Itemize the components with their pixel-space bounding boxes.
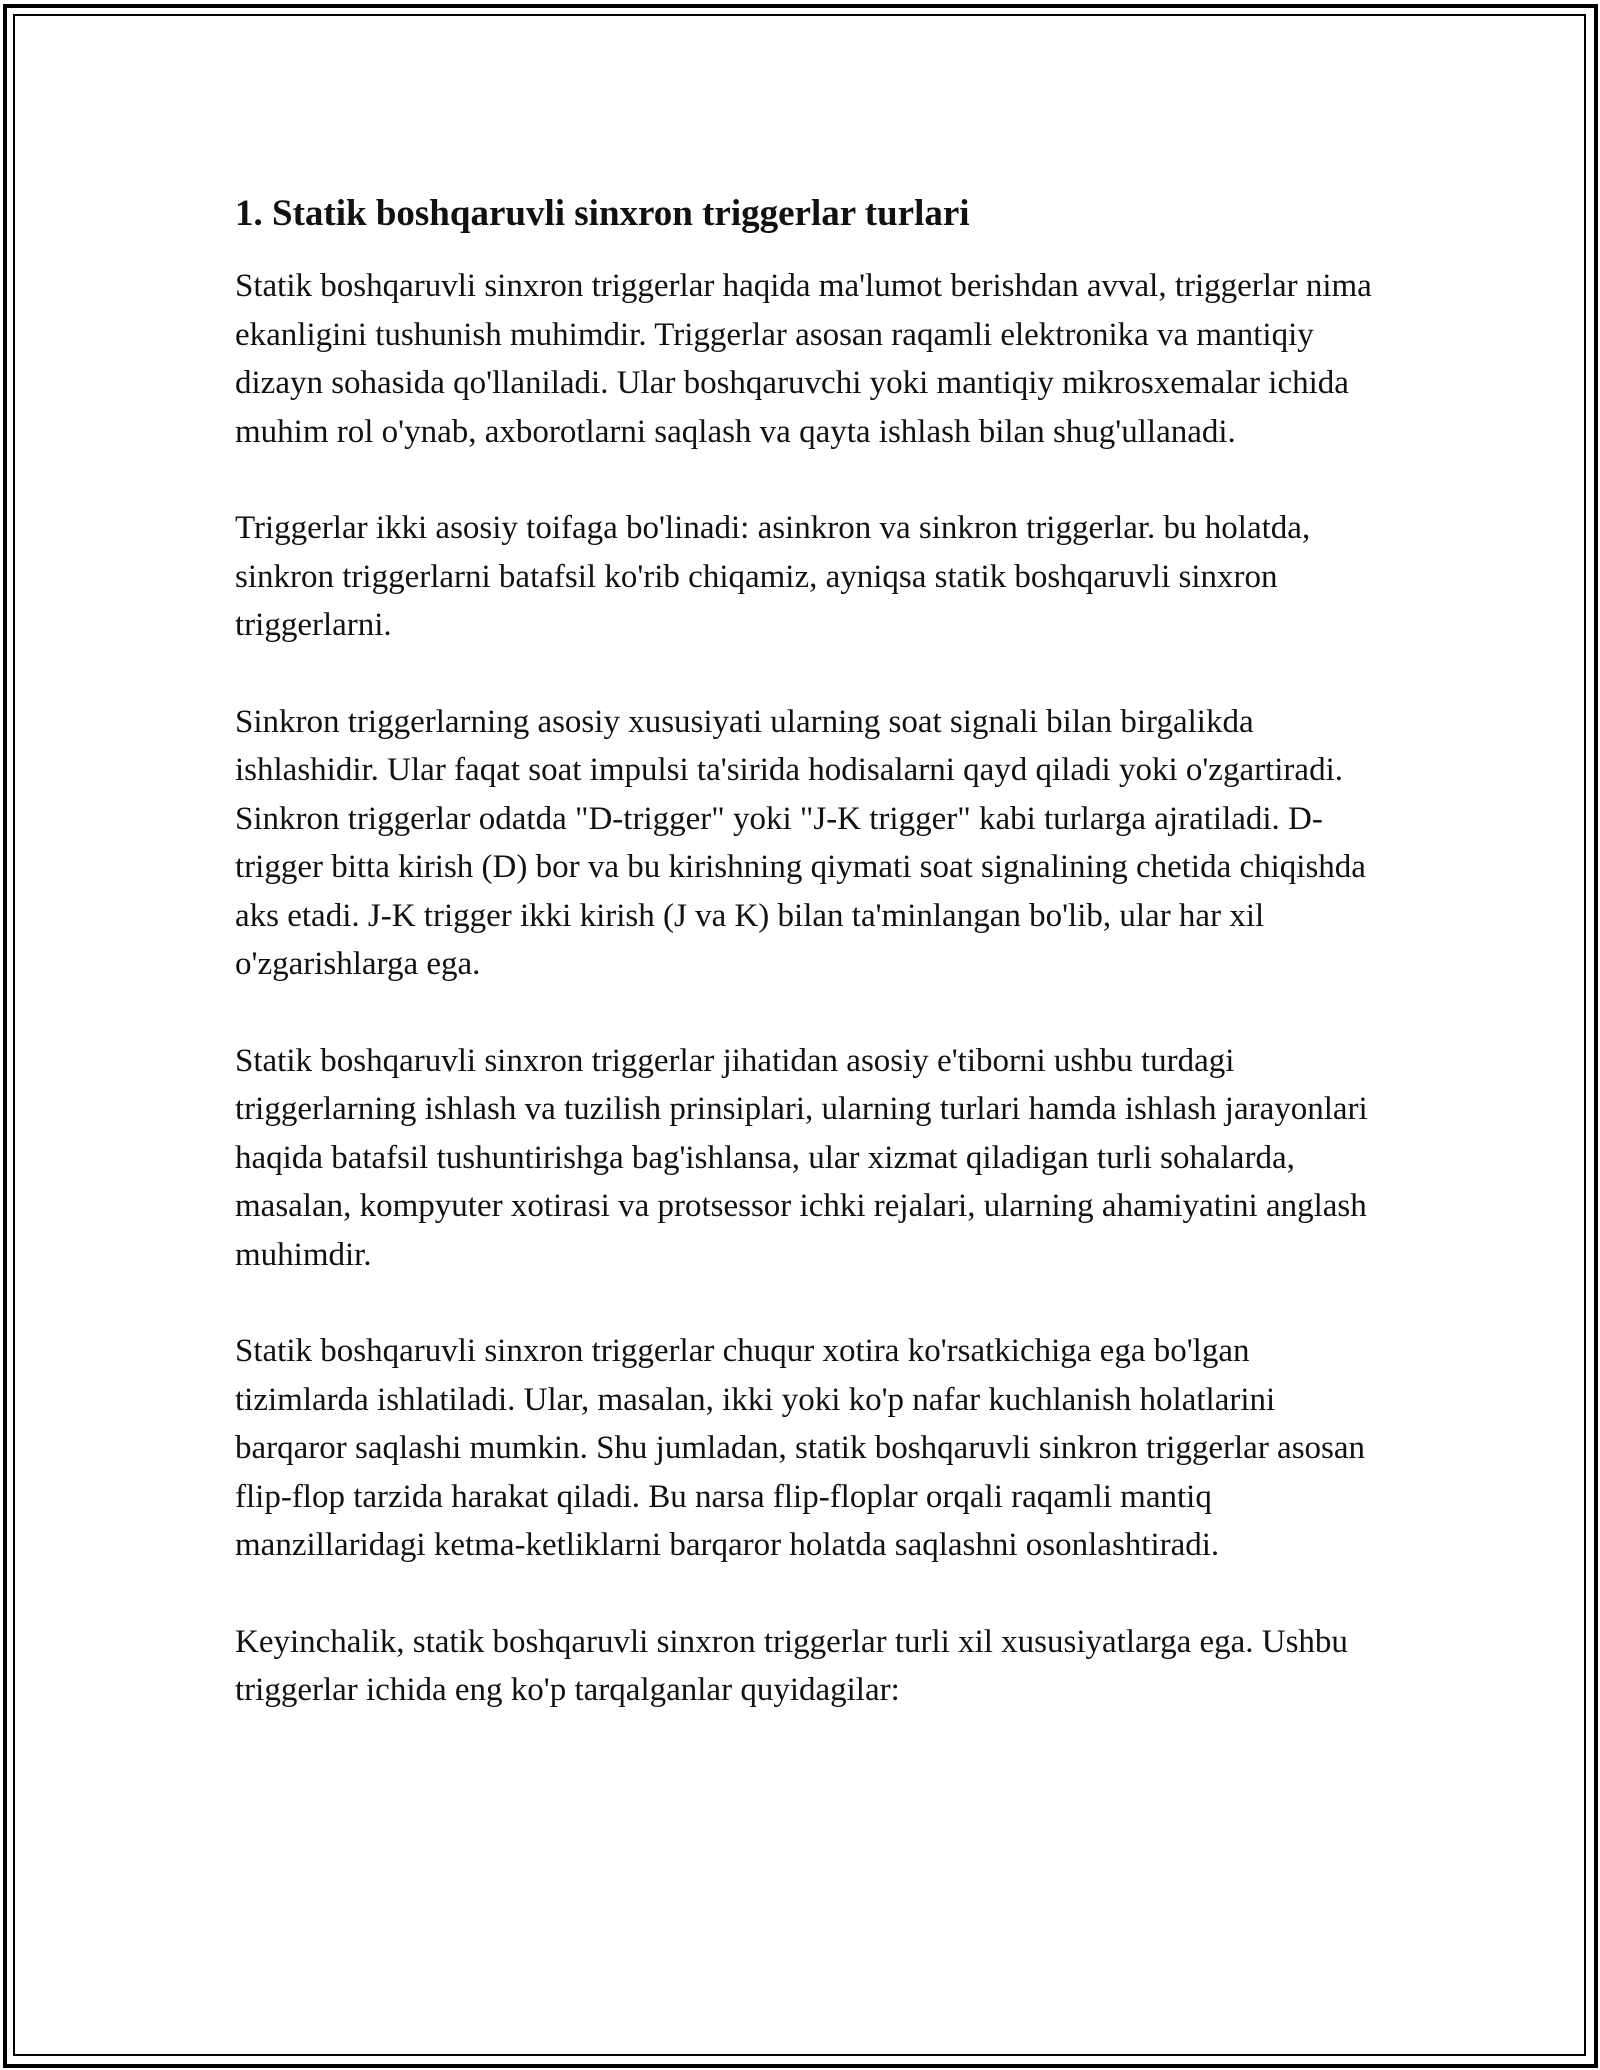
paragraph-sync-triggers: Sinkron triggerlarning asosiy xususiyati ularning soat signali bilan birgalikda ishlashidir. Ular faqat soat impulsi ta'sirida hodisalarni qayd qiladi yoki o'zgartiradi. Sinkron triggerlar odatda "D-trigger" yoki "J-K trigger" kabi turlarga ajratiladi. D-trigger bitta kirish (D) bor va bu kirishning qiymati soat signalining chetida chiqishda aks etadi. J-K trigger ikki kirish (J va K) bilan ta'minlangan bo'lib, ular har xil o'zgarishlarga ega. xyxy=(235,703,1366,982)
paragraph-types-lead: Keyinchalik, statik boshqaruvli sinxron triggerlar turli xil xususiyatlarga ega. Ushbu triggerlar ichida eng ko'p tarqalganlar quyidagilar: xyxy=(235,1623,1348,1708)
paragraph-categories: Triggerlar ikki asosiy toifaga bo'linadi: asinkron va sinkron triggerlar. bu holatda, sinkron triggerlarni batafsil ko'rib chiqamiz, ayniqsa statik boshqaruvli sinxron triggerlarni. xyxy=(235,510,1311,643)
document-body xyxy=(235,186,1375,1763)
paragraph-memory-use: Statik boshqaruvli sinxron triggerlar chuqur xotira ko'rsatkichiga ega bo'lgan tizimlarda ishlatiladi. Ular, masalan, ikki yoki ko'p nafar kuchlanish holatlarini barqaror saqlashi mumkin. Shu jumladan, statik boshqaruvli sinkron triggerlar asosan flip-flop tarzida harakat qiladi. Bu narsa flip-floplar orqali raqamli mantiq manzillaridagi ketma-ketliklarni barqaror holatda saqlashni osonlashtiradi. xyxy=(235,1333,1366,1563)
paragraph-static-focus: Statik boshqaruvli sinxron triggerlar jihatidan asosiy e'tiborni ushbu turdagi triggerlarning ishlash va tuzilish prinsiplari, ularning turlari hamda ishlash jarayonlari haqida batafsil tushuntirishga bag'ishlansa, ular xizmat qiladigan turli sohalarda, masalan, kompyuter xotirasi va protsessor ichki rejalari, ularning ahamiyatini anglash muhimdir. xyxy=(235,1042,1368,1273)
paragraph-intro: Statik boshqaruvli sinxron triggerlar haqida ma'lumot berishdan avval, triggerlar nima ekanligini tushunish muhimdir. Triggerlar asosan raqamli elektronika va mantiqiy dizayn sohasida qo'llaniladi. Ular boshqaruvchi yoki mantiqiy mikrosxemalar ichida muhim rol o'ynab, axborotlarni saqlash va qayta ishlash bilan shug'ullanadi. xyxy=(235,268,1372,450)
section-heading: 1. Statik boshqaruvli sinxron triggerlar turlari xyxy=(235,193,970,234)
